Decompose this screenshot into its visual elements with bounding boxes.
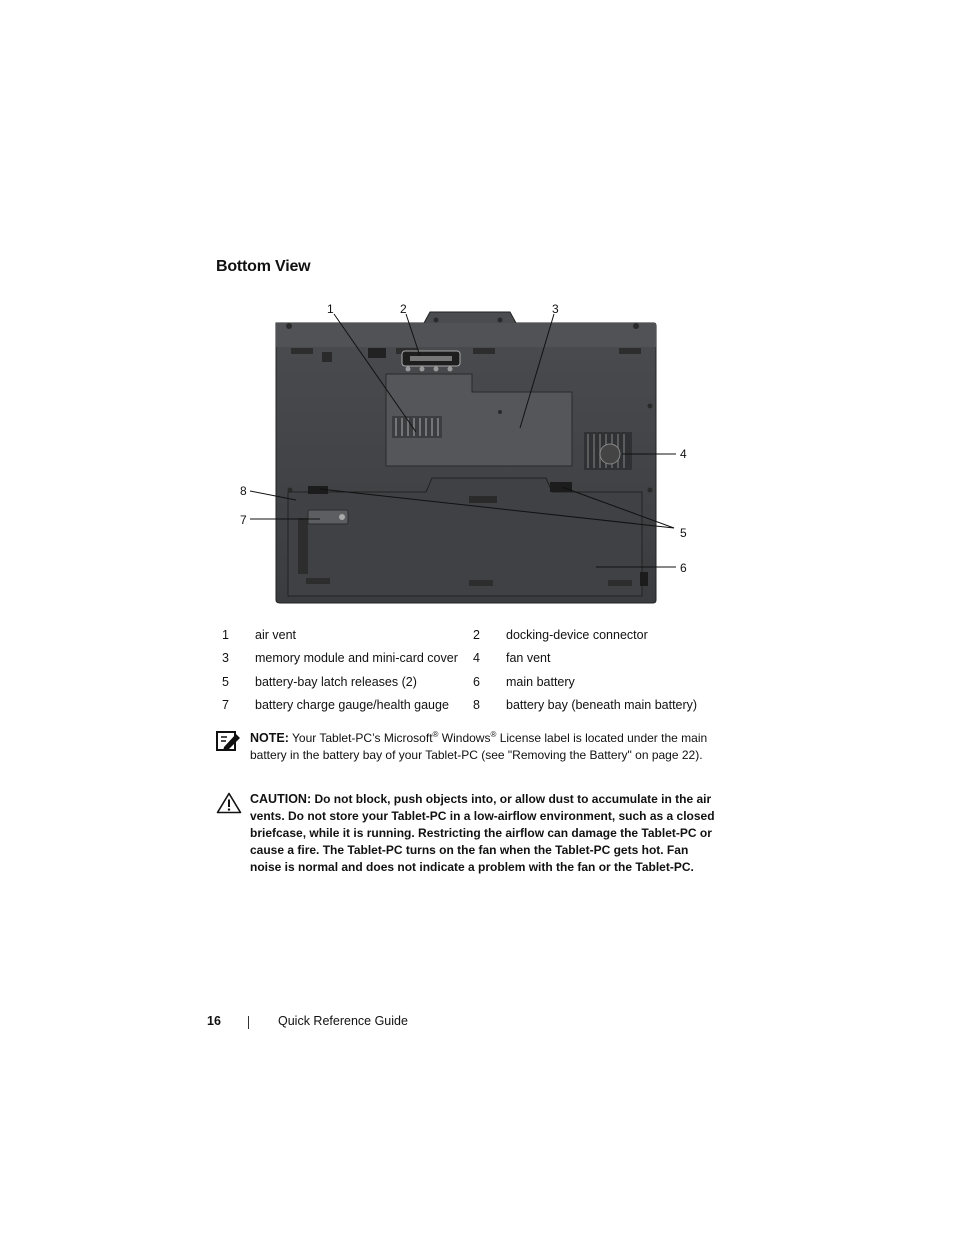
callout-8: 8	[240, 484, 247, 498]
guide-title: Quick Reference Guide	[278, 1014, 408, 1028]
legend-row	[222, 647, 724, 671]
fan-vent-grille	[584, 432, 632, 470]
legend-text: fan vent	[506, 651, 551, 666]
legend-number: 8	[473, 698, 480, 713]
tablet-body	[276, 312, 656, 603]
legend-row	[222, 670, 724, 694]
legend-number: 2	[473, 627, 480, 642]
callout-7: 7	[240, 513, 247, 527]
legend-text: air vent	[255, 627, 296, 642]
callout-6: 6	[680, 561, 687, 575]
legend-number: 6	[473, 674, 480, 689]
legend-number: 7	[222, 698, 229, 713]
tablet-bottom-view-figure	[236, 296, 716, 616]
legend-text: memory module and mini-card cover	[255, 651, 458, 666]
pencil-note-icon	[216, 731, 242, 751]
note-block	[216, 730, 716, 764]
warning-triangle-icon	[216, 792, 242, 814]
legend-row	[222, 623, 724, 647]
legend-text: battery charge gauge/health gauge	[255, 698, 449, 713]
legend-text: docking-device connector	[506, 627, 648, 642]
legend-row	[222, 694, 724, 718]
section-title: Bottom View	[216, 258, 311, 275]
note-label: NOTE:	[250, 731, 289, 745]
callout-5: 5	[680, 526, 687, 540]
legend-number: 5	[222, 674, 229, 689]
caution-label: CAUTION:	[250, 792, 312, 806]
air-vent-grille	[392, 416, 442, 438]
note-text: NOTE: Your Tablet-PC’s Microsoft® Windows® License label is located under the main battery in the battery bay of your Tablet-PC (see "Removing the Battery" on page 22).	[250, 730, 708, 762]
page-number: 16	[207, 1014, 221, 1028]
footer-separator	[248, 1016, 249, 1029]
callout-1: 1	[327, 302, 334, 316]
legend-number: 1	[222, 627, 229, 642]
legend-number: 4	[473, 651, 480, 666]
callout-2: 2	[400, 302, 407, 316]
legend-number: 3	[222, 651, 229, 666]
caution-text: CAUTION: Do not block, push objects into, or allow dust to accumulate in the air vents. Do not store your Tablet-PC in a low-airflow environment, such as a closed briefcase, while it is running. Restricting the airflow can damage the Tablet-PC or cause a fire. The Tablet-PC turns on the fan when the Tablet-PC gets hot. Fan noise is normal and does not indicate a problem with the fan or the Tablet-PC.	[250, 792, 715, 874]
legend-text: battery bay (beneath main battery)	[506, 698, 698, 713]
legend-text: battery-bay latch releases (2)	[255, 674, 417, 689]
callout-legend-table	[222, 623, 724, 717]
caution-block	[216, 791, 716, 876]
legend-text: main battery	[506, 674, 575, 689]
page-footer	[207, 1014, 408, 1028]
callout-4: 4	[680, 447, 687, 461]
callout-3: 3	[552, 302, 559, 316]
